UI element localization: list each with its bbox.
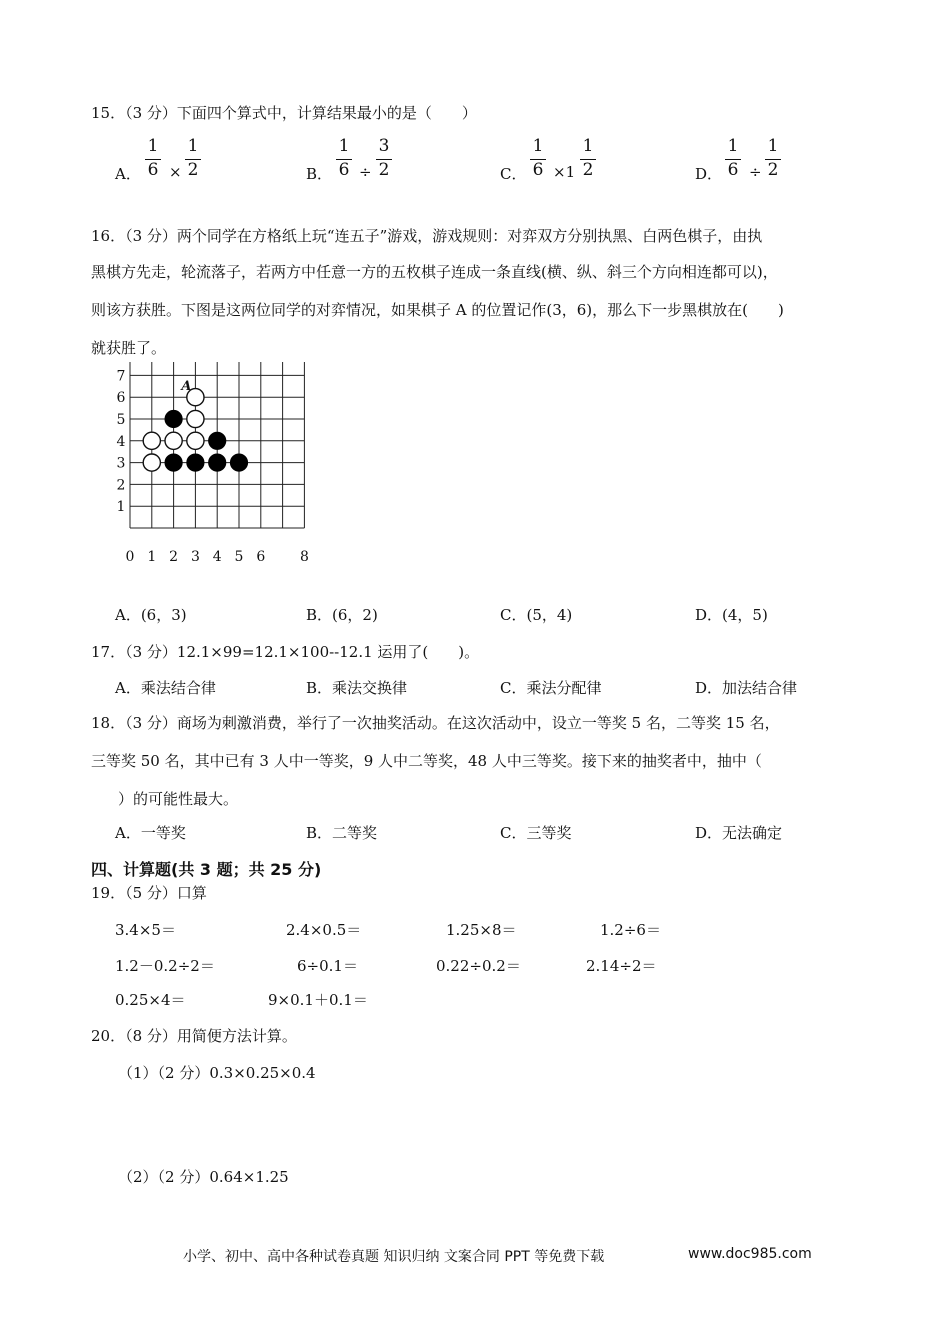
x-tick-label: 4 xyxy=(212,549,222,565)
operator: × xyxy=(169,163,182,181)
gomoku-board-figure xyxy=(112,362,317,572)
black-stone xyxy=(165,454,182,471)
mental-calc-item: 9×0.1＋0.1＝ xyxy=(268,991,368,1009)
y-tick-label: 2 xyxy=(116,477,126,494)
q16-option-d: D．(4，5) xyxy=(695,606,768,624)
operator: ÷ xyxy=(359,163,372,181)
q16-stem-line3: 则该方获胜。下图是这两位同学的对弈情况，如果棋子 A 的位置记作(3，6)，那么下一步黑棋放在( ) xyxy=(91,301,784,319)
mental-calc-item: 0.25×4＝ xyxy=(115,991,186,1009)
black-stone xyxy=(209,432,226,449)
fraction: 3 2 xyxy=(376,138,392,182)
q18-option-c: C．三等奖 xyxy=(500,824,572,842)
q20-stem: 20．（8 分）用简便方法计算。 xyxy=(91,1027,297,1045)
q18-stem-line2: 三等奖 50 名，其中已有 3 人中一等奖，9 人中二等奖，48 人中三等奖。接下来的抽奖者中，抽中（ xyxy=(91,752,762,770)
q20-part-1: （1）（2 分）0.3×0.25×0.4 xyxy=(118,1064,316,1082)
mental-calc-item: 6÷0.1＝ xyxy=(297,957,358,975)
fraction: 1 6 xyxy=(336,138,352,182)
y-tick-label: 7 xyxy=(116,368,126,385)
mental-calc-item: 1.2－0.2÷2＝ xyxy=(115,957,215,975)
x-tick-label: 0 xyxy=(125,549,135,565)
q20-part-2: （2）（2 分）0.64×1.25 xyxy=(118,1168,289,1186)
operator: ×1 xyxy=(553,163,576,181)
option-label: C． xyxy=(500,165,527,183)
y-tick-label xyxy=(117,362,126,363)
mental-calc-item: 1.2÷6＝ xyxy=(600,921,661,939)
y-tick-label: 1 xyxy=(116,499,126,516)
y-tick-label: 3 xyxy=(116,455,126,472)
option-label: A． xyxy=(115,165,141,183)
q17-option-d: D．加法结合律 xyxy=(695,679,798,697)
operator: ÷ xyxy=(749,163,762,181)
black-stone xyxy=(165,410,182,427)
q17-option-a: A．乘法结合律 xyxy=(115,679,216,697)
x-tick-label: 3 xyxy=(190,549,200,565)
q18-stem-line1: 18．（3 分）商场为刺激消费，举行了一次抽奖活动。在这次活动中，设立一等奖 5 名，二等奖 15 名， xyxy=(91,714,780,732)
q16-stem-line4: 就获胜了。 xyxy=(91,339,167,357)
q15-stem: 15．（3 分）下面四个算式中，计算结果最小的是（ ） xyxy=(91,104,477,122)
fraction: 1 6 xyxy=(530,138,546,182)
fraction: 1 6 xyxy=(725,138,741,182)
mental-calc-item: 1.25×8＝ xyxy=(446,921,517,939)
x-tick-label: 8 xyxy=(299,549,309,565)
option-label: D． xyxy=(695,165,723,183)
x-tick-label: 2 xyxy=(169,549,179,565)
mental-calc-item: 2.14÷2＝ xyxy=(586,957,657,975)
white-stone xyxy=(187,410,204,427)
y-tick-label: 6 xyxy=(116,390,126,407)
section-title: 四、计算题(共 3 题；共 25 分) xyxy=(91,860,322,879)
q16-stem-line2: 黑棋方先走，轮流落子，若两方中任意一方的五枚棋子连成一条直线(横、纵、斜三个方向相连都可以)， xyxy=(91,263,778,281)
q16-option-c: C．(5，4) xyxy=(500,606,573,624)
mental-calc-item: 3.4×5＝ xyxy=(115,921,176,939)
stone-a-label: A xyxy=(181,379,192,395)
white-stone xyxy=(143,432,160,449)
black-stone xyxy=(187,454,204,471)
y-tick-label: 4 xyxy=(116,433,126,450)
footer-text: 小学、初中、高中各种试卷真题 知识归纳 文案合同 PPT 等免费下载 xyxy=(183,1249,605,1265)
black-stone xyxy=(230,454,247,471)
q16-option-b: B．(6，2) xyxy=(306,606,378,624)
footer-url[interactable]: www.doc985.com xyxy=(688,1246,812,1262)
white-stone xyxy=(187,432,204,449)
q17-option-b: B．乘法交换律 xyxy=(306,679,408,697)
q18-stem-line3: ）的可能性最大。 xyxy=(118,790,239,808)
q18-option-b: B．二等奖 xyxy=(306,824,378,842)
white-stone xyxy=(165,432,182,449)
x-tick-label: 1 xyxy=(147,549,157,565)
q17-stem: 17．（3 分）12.1×99=12.1×100--12.1 运用了( )。 xyxy=(91,643,480,661)
x-tick-label: 6 xyxy=(256,549,266,565)
mental-calc-item: 0.22÷0.2＝ xyxy=(436,957,521,975)
q18-option-a: A．一等奖 xyxy=(115,824,186,842)
y-tick-label: 5 xyxy=(116,412,126,428)
white-stone xyxy=(143,454,160,471)
q16-stem-line1: 16．（3 分）两个同学在方格纸上玩“连五子”游戏，游戏规则：对弈双方分别执黑、白两色棋子，由执 xyxy=(91,227,763,245)
q18-option-d: D．无法确定 xyxy=(695,824,783,842)
option-label: B． xyxy=(306,165,333,183)
black-stone xyxy=(209,454,226,471)
fraction: 1 2 xyxy=(185,138,201,182)
fraction: 1 2 xyxy=(580,138,596,182)
fraction: 1 2 xyxy=(765,138,781,182)
mental-calc-item: 2.4×0.5＝ xyxy=(286,921,362,939)
q16-option-a: A．(6，3) xyxy=(115,606,187,624)
fraction: 1 6 xyxy=(145,138,161,182)
q19-stem: 19．（5 分）口算 xyxy=(91,884,207,902)
x-tick-label: 5 xyxy=(234,549,244,565)
q17-option-c: C．乘法分配律 xyxy=(500,679,602,697)
